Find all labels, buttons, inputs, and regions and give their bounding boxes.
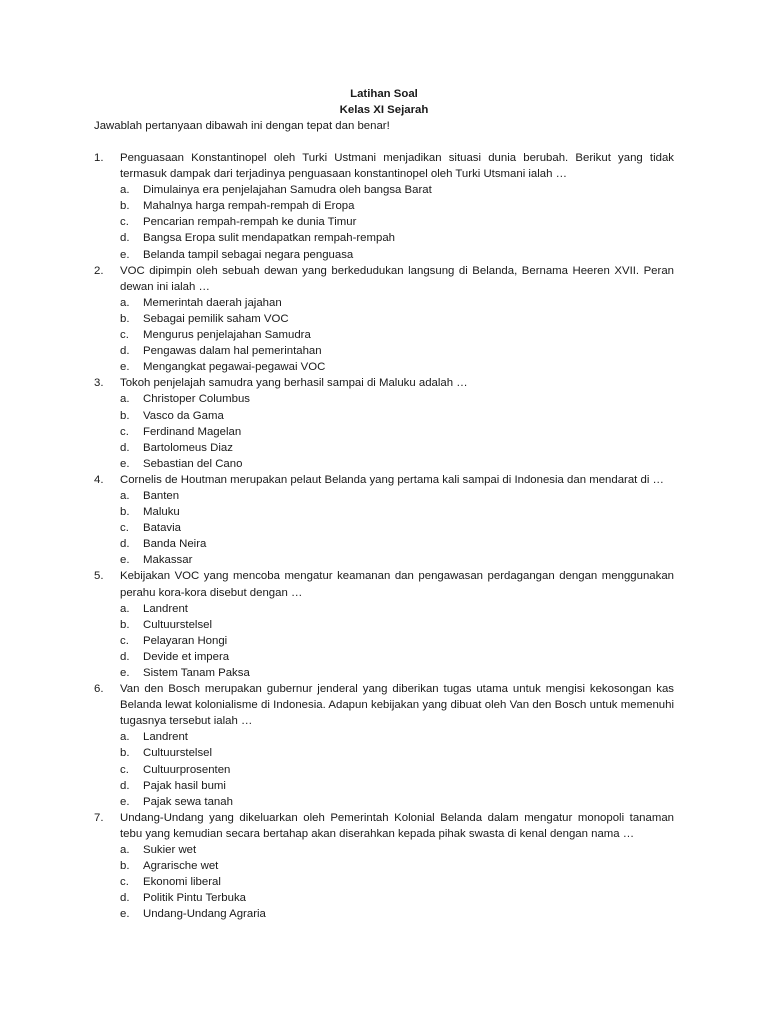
option-list — [120, 842, 674, 922]
question-text: Kebijakan VOC yang mencoba mengatur keamanan dan pengawasan perdagangan dengan menggunakan perahu kora-kora disebut dengan … — [120, 570, 674, 599]
option-text: Agrarische wet — [143, 860, 219, 873]
answer-option — [120, 504, 674, 520]
question-number: 3. — [94, 377, 104, 390]
question-text: Cornelis de Houtman merupakan pelaut Belanda yang pertama kali sampai di Indonesia dan mendarat di … — [120, 473, 664, 486]
option-letter: d. — [120, 441, 130, 454]
option-list — [120, 488, 674, 568]
answer-option — [120, 214, 674, 230]
option-text: Pajak hasil bumi — [143, 779, 226, 792]
option-text: Devide et impera — [143, 650, 230, 663]
option-letter: c. — [120, 876, 129, 889]
question-number: 4. — [94, 473, 104, 486]
option-letter: e. — [120, 248, 130, 261]
option-letter: c. — [120, 425, 129, 438]
answer-option — [120, 327, 674, 343]
answer-option — [120, 359, 674, 375]
option-text: Cultuurstelsel — [143, 747, 213, 760]
option-letter: a. — [120, 844, 130, 857]
option-text: Makassar — [143, 554, 193, 567]
option-letter: b. — [120, 618, 130, 631]
answer-option — [120, 391, 674, 407]
answer-option — [120, 488, 674, 504]
option-letter: e. — [120, 361, 130, 374]
option-letter: a. — [120, 489, 130, 502]
option-letter: a. — [120, 184, 130, 197]
option-text: Pajak sewa tanah — [143, 795, 233, 808]
option-text: Mahalnya harga rempah-rempah di Eropa — [143, 200, 355, 213]
option-text: Mengangkat pegawai-pegawai VOC — [143, 361, 326, 374]
option-letter: b. — [120, 747, 130, 760]
answer-option — [120, 874, 674, 890]
option-letter: a. — [120, 602, 130, 615]
option-letter: d. — [120, 538, 130, 551]
answer-option — [120, 633, 674, 649]
option-letter: c. — [120, 216, 129, 229]
option-letter: d. — [120, 232, 130, 245]
option-text: Bartolomeus Diaz — [143, 441, 233, 454]
option-text: Sebagai pemilik saham VOC — [143, 312, 289, 325]
answer-option — [120, 230, 674, 246]
option-text: Pencarian rempah-rempah ke dunia Timur — [143, 216, 357, 229]
answer-option — [120, 343, 674, 359]
answer-option — [120, 198, 674, 214]
option-letter: c. — [120, 329, 129, 342]
answer-option — [120, 649, 674, 665]
document-subtitle: Kelas XI Sejarah — [339, 104, 429, 116]
option-text: Landrent — [143, 602, 188, 615]
question-text: Penguasaan Konstantinopel oleh Turki Ustmani menjadikan situasi dunia berubah. Berikut yang tidak termasuk dampak dari terjadinya penguasaan konstantinopel oleh Turki Utsmani ialah … — [120, 152, 674, 181]
option-letter: e. — [120, 457, 130, 470]
answer-option — [120, 311, 674, 327]
option-text: Banda Neira — [143, 538, 207, 551]
question-list — [94, 150, 674, 923]
option-letter: b. — [120, 506, 130, 519]
question-item — [94, 150, 674, 263]
document-title: Latihan Soal — [350, 88, 418, 100]
option-text: Ekonomi liberal — [143, 876, 221, 889]
answer-option — [120, 745, 674, 761]
question-number: 6. — [94, 683, 104, 696]
question-text: Tokoh penjelajah samudra yang berhasil sampai di Maluku adalah … — [120, 377, 468, 390]
answer-option — [120, 890, 674, 906]
answer-option — [120, 842, 674, 858]
option-text: Bangsa Eropa sulit mendapatkan rempah-rempah — [143, 232, 396, 245]
option-letter: d. — [120, 779, 130, 792]
option-letter: b. — [120, 312, 130, 325]
option-text: Vasco da Gama — [143, 409, 224, 422]
question-number: 7. — [94, 811, 104, 824]
question-number: 2. — [94, 264, 104, 277]
question-item — [94, 375, 674, 472]
answer-option — [120, 794, 674, 810]
answer-option — [120, 762, 674, 778]
option-text: Mengurus penjelajahan Samudra — [143, 329, 311, 342]
option-text: Christoper Columbus — [143, 393, 250, 406]
option-text: Memerintah daerah jajahan — [143, 296, 282, 309]
question-item — [94, 568, 674, 681]
answer-option — [120, 601, 674, 617]
option-letter: a. — [120, 393, 130, 406]
answer-option — [120, 408, 674, 424]
option-text: Sistem Tanam Paksa — [143, 667, 250, 679]
option-letter: b. — [120, 860, 130, 873]
instruction-text: Jawablah pertanyaan dibawah ini dengan tepat dan benar! — [94, 120, 390, 132]
answer-option — [120, 665, 674, 681]
question-number: 1. — [94, 152, 104, 164]
option-letter: e. — [120, 554, 130, 567]
question-text: VOC dipimpin oleh sebuah dewan yang berkedudukan langsung di Belanda, Bernama Heeren XVII. Peran dewan ini ialah … — [120, 264, 674, 293]
option-text: Banten — [143, 489, 180, 502]
question-item — [94, 263, 674, 376]
question-number: 5. — [94, 570, 104, 583]
answer-option — [120, 440, 674, 456]
answer-option — [120, 778, 674, 794]
option-text: Landrent — [143, 731, 188, 744]
question-text: Van den Bosch merupakan gubernur jenderal yang diberikan tugas utama untuk mengisi kekosongan kas Belanda lewat kolonialisme di Indonesia. Adapun kebijakan yang dibuat oleh Van den Bosch untuk memenuhi tugasnya tersebut ialah … — [120, 683, 674, 728]
option-text: Dimulainya era penjelajahan Samudra oleh bangsa Barat — [143, 184, 432, 197]
answer-option — [120, 536, 674, 552]
answer-option — [120, 617, 674, 633]
answer-option — [120, 906, 674, 922]
option-letter: c. — [120, 634, 129, 647]
option-letter: d. — [120, 345, 130, 358]
question-item — [94, 681, 674, 810]
option-list — [120, 391, 674, 471]
option-text: Maluku — [143, 506, 180, 519]
question-item — [94, 472, 674, 569]
option-text: Pengawas dalam hal pemerintahan — [143, 345, 322, 358]
option-letter: a. — [120, 296, 130, 309]
option-text: Sebastian del Cano — [143, 457, 243, 470]
option-letter: d. — [120, 650, 130, 663]
option-letter: b. — [120, 200, 130, 213]
option-letter: e. — [120, 908, 130, 921]
answer-option — [120, 182, 674, 198]
option-text: Belanda tampil sebagai negara penguasa — [143, 248, 354, 261]
option-text: Ferdinand Magelan — [143, 425, 242, 438]
answer-option — [120, 729, 674, 745]
option-list — [120, 729, 674, 809]
answer-option — [120, 552, 674, 568]
option-text: Cultuurprosenten — [143, 763, 231, 776]
answer-option — [120, 247, 674, 263]
option-text: Politik Pintu Terbuka — [143, 892, 246, 905]
option-list — [120, 601, 674, 681]
option-letter: d. — [120, 892, 130, 905]
option-letter: b. — [120, 409, 130, 422]
option-letter: a. — [120, 731, 130, 744]
option-text: Cultuurstelsel — [143, 618, 213, 631]
answer-option — [120, 456, 674, 472]
answer-option — [120, 520, 674, 536]
option-letter: e. — [120, 795, 130, 808]
option-text: Sukier wet — [143, 844, 197, 857]
option-text: Pelayaran Hongi — [143, 634, 228, 647]
question-item — [94, 810, 674, 923]
question-text: Undang-Undang yang dikeluarkan oleh Pemerintah Kolonial Belanda dalam mengatur monopoli tanaman tebu yang kemudian secara bertahap akan diserahkan kepada pihak swasta di kenal dengan nama … — [120, 811, 674, 840]
option-list — [120, 295, 674, 375]
answer-option — [120, 295, 674, 311]
option-list — [120, 182, 674, 262]
option-letter: c. — [120, 522, 129, 535]
option-letter: e. — [120, 667, 130, 679]
answer-option — [120, 424, 674, 440]
option-text: Undang-Undang Agraria — [143, 908, 266, 921]
answer-option — [120, 858, 674, 874]
option-letter: c. — [120, 763, 129, 776]
option-text: Batavia — [143, 522, 181, 535]
